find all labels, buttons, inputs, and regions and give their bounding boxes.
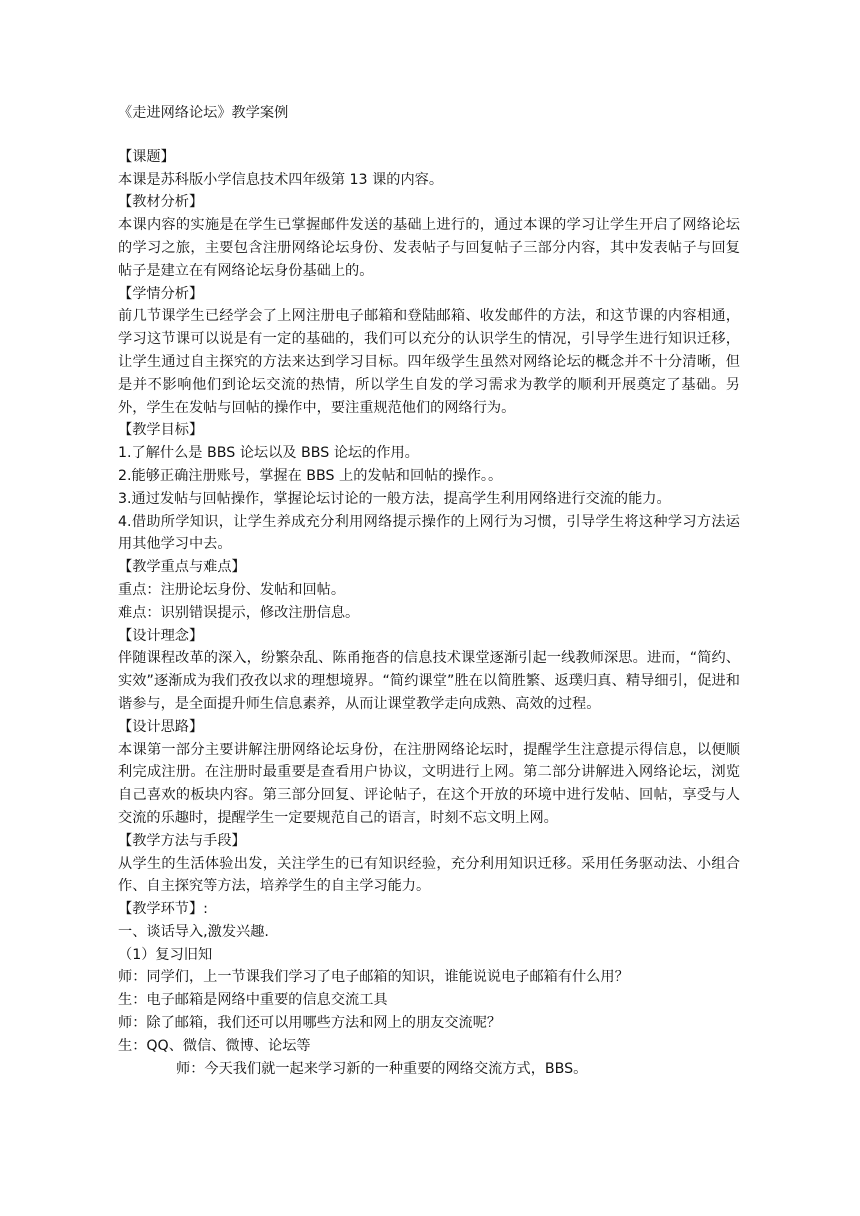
key-point: 重点：注册论坛身份、发帖和回帖。 <box>118 581 346 598</box>
section-paragraph: 前几节课学生已经学会了上网注册电子邮箱和登陆邮箱、收发邮件的方法，和这节课的内容相通，学习这节课可以说是有一定的基础的，我们可以充分的认识学生的情况，引导学生进行知识迁移，让学生通过自主探究的方法来达到学习目标。四年级学生虽然对网络论坛的概念并不十分清晰，但是并不影响他们到论坛交流的热情，所以学生自发的学习需求为教学的顺利开展奠定了基础。另外，学生在发帖与回帖的操作中，要注重规范他们的网络行为。 <box>118 308 740 416</box>
dialogue-line-indented: 师：今天我们就一起来学习新的一种重要的网络交流方式，BBS。 <box>176 1060 588 1077</box>
document-page <box>118 102 740 1080</box>
section-heading: 【教学目标】 <box>118 422 204 439</box>
dialogue-line: 生：QQ、微信、微博、论坛等 <box>118 1037 311 1054</box>
section-heading: 【设计理念】 <box>118 627 204 644</box>
goal-item: 4.借助所学知识，让学生养成充分利用网络提示操作的上网行为习惯，引导学生将这种学习方法运用其他学习中去。 <box>118 513 740 553</box>
document-title: 《走进网络论坛》教学案例 <box>118 105 289 121</box>
section-heading: 【学情分析】 <box>118 285 204 302</box>
section-paragraph: 本课是苏科版小学信息技术四年级第 13 课的内容。 <box>118 171 444 188</box>
section-design-approach <box>118 716 740 830</box>
section-paragraph: 伴随课程改革的深入，纷繁杂乱、陈甬拖沓的信息技术课堂逐渐引起一线教师深思。进而，“简约、实效”逐渐成为我们孜孜以求的理想境界。“简约课堂”胜在以简胜繁、返璞归真、精导细引，促进和谐参与，是全面提升师生信息素养，从而让课堂教学走向成熟、高效的过程。 <box>118 650 740 712</box>
section-student-analysis <box>118 283 740 420</box>
dialogue-line: 师：除了邮箱，我们还可以用哪些方法和网上的朋友交流呢？ <box>118 1015 502 1032</box>
section-heading: 【教学环节】: <box>118 901 208 918</box>
section-heading: 【教学方法与手段】 <box>118 832 246 849</box>
process-step-title: 一、谈话导入,激发兴趣. <box>118 923 269 940</box>
difficult-point: 难点：识别错误提示，修改注册信息。 <box>118 604 360 621</box>
section-material-analysis <box>118 191 740 282</box>
goal-item: 2.能够正确注册账号，掌握在 BBS 上的发帖和回帖的操作。。 <box>118 467 503 484</box>
section-paragraph: 本课第一部分主要讲解注册网络论坛身份，在注册网络论坛时，提醒学生注意提示得信息，以便顺利完成注册。在注册时最重要是查看用户协议，文明进行上网。第二部分讲解进入网络论坛，浏览自己喜欢的板块内容。第三部分回复、评论帖子，在这个开放的环境中进行发帖、回帖，享受与人交流的乐趣时，提醒学生一定要规范自己的语言，时刻不忘文明上网。 <box>118 741 740 826</box>
section-teaching-process <box>118 898 740 1080</box>
section-heading: 【课题】 <box>118 148 175 165</box>
dialogue-line: 生：电子邮箱是网络中重要的信息交流工具 <box>118 992 388 1009</box>
section-teaching-goals <box>118 419 740 556</box>
process-substep-title: （1）复习旧知 <box>118 946 213 963</box>
goal-item: 3.通过发帖与回帖操作，掌握论坛讨论的一般方法，提高学生利用网络进行交流的能力。 <box>118 490 671 507</box>
section-paragraph: 从学生的生活体验出发，关注学生的已有知识经验，充分利用知识迁移。采用任务驱动法、小组合作、自主探究等方法，培养学生的自主学习能力。 <box>118 855 740 895</box>
section-heading: 【教学重点与难点】 <box>118 559 246 576</box>
section-heading: 【设计思路】 <box>118 718 204 735</box>
section-paragraph: 本课内容的实施是在学生已掌握邮件发送的基础上进行的，通过本课的学习让学生开启了网络论坛的学习之旅，主要包含注册网络论坛身份、发表帖子与回复帖子三部分内容，其中发表帖子与回复帖子是建立在有网络论坛身份基础上的。 <box>118 217 740 279</box>
section-key-difficult-points <box>118 556 740 624</box>
section-heading: 【教材分析】 <box>118 194 204 211</box>
section-topic <box>118 146 740 192</box>
dialogue-line: 师：同学们，上一节课我们学习了电子邮箱的知识，谁能说说电子邮箱有什么用？ <box>118 969 629 986</box>
section-design-concept <box>118 625 740 716</box>
goal-item: 1.了解什么是 BBS 论坛以及 BBS 论坛的作用。 <box>118 445 419 462</box>
section-teaching-methods <box>118 830 740 898</box>
